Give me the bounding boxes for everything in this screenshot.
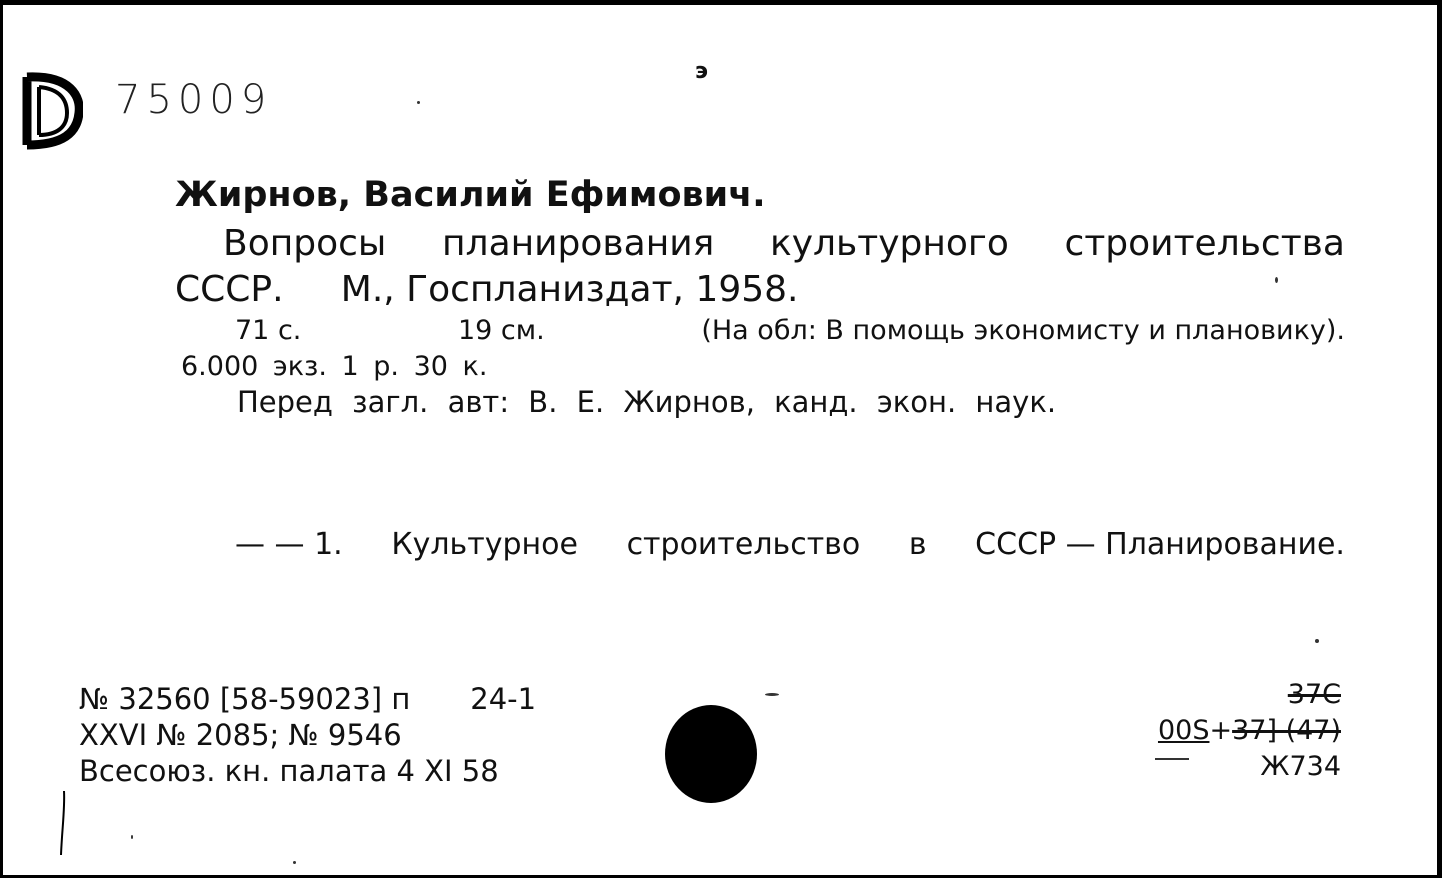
collation-line-1 [235,315,1345,346]
pen-scratch [59,789,67,857]
registration-line-2: XXVI № 2085; № 9546 [79,718,402,752]
title-line-1 [223,223,1345,264]
classification-line-3: Ж734 [1260,751,1341,782]
classification-line-2 [1158,713,1341,749]
handwritten-d-letter [19,71,83,151]
classification-line-1: 37С [1287,679,1341,710]
subject-tracing [235,527,1345,562]
title-line-2: СССР. М., Госпланиздат, 1958. [175,269,799,310]
title-word: планирования [442,223,715,264]
speck [1315,639,1319,643]
subject-part: — — 1. [235,527,343,562]
author-heading: Жирнов, Василий Ефимович. [175,175,766,215]
registration-block [79,681,536,789]
classification-block [1158,677,1341,785]
punch-hole [665,705,757,803]
subject-part: строительство [626,527,861,562]
classification-struck: 37] (47) [1232,715,1341,746]
collation-line-2: 6.000 экз. 1 р. 30 к. [181,351,488,382]
speck [765,693,779,696]
subject-part: СССР — Планирование. [975,527,1345,562]
subject-part: в [908,527,927,562]
classification-code: 00S [1157,715,1210,746]
registration-code: 24-1 [470,682,537,716]
handwritten-call-number: 75009 [115,77,273,123]
subject-part: Культурное [391,527,578,562]
title-word: культурного [769,223,1009,264]
author-note: Перед загл. авт: В. Е. Жирнов, канд. экон. наук. [237,385,1057,419]
registration-number: № 32560 [58-59023] п [79,682,411,716]
speck [417,101,420,104]
registration-line-3: Всесоюз. кн. палата 4 XI 58 [79,754,499,788]
title-word: строительства [1064,223,1345,264]
top-mark: э [695,59,709,84]
speck [131,835,133,839]
title-word: Вопросы [223,223,387,264]
speck [293,861,296,864]
registration-line-1 [79,681,536,717]
collation-pages: 71 с. [235,315,302,346]
short-dash [1155,758,1189,760]
collation-size: 19 см. [457,315,545,346]
classification-plus: + [1209,715,1233,746]
speck [1275,277,1278,283]
series-note: (На обл: В помощь экономисту и плановику). [701,315,1345,346]
